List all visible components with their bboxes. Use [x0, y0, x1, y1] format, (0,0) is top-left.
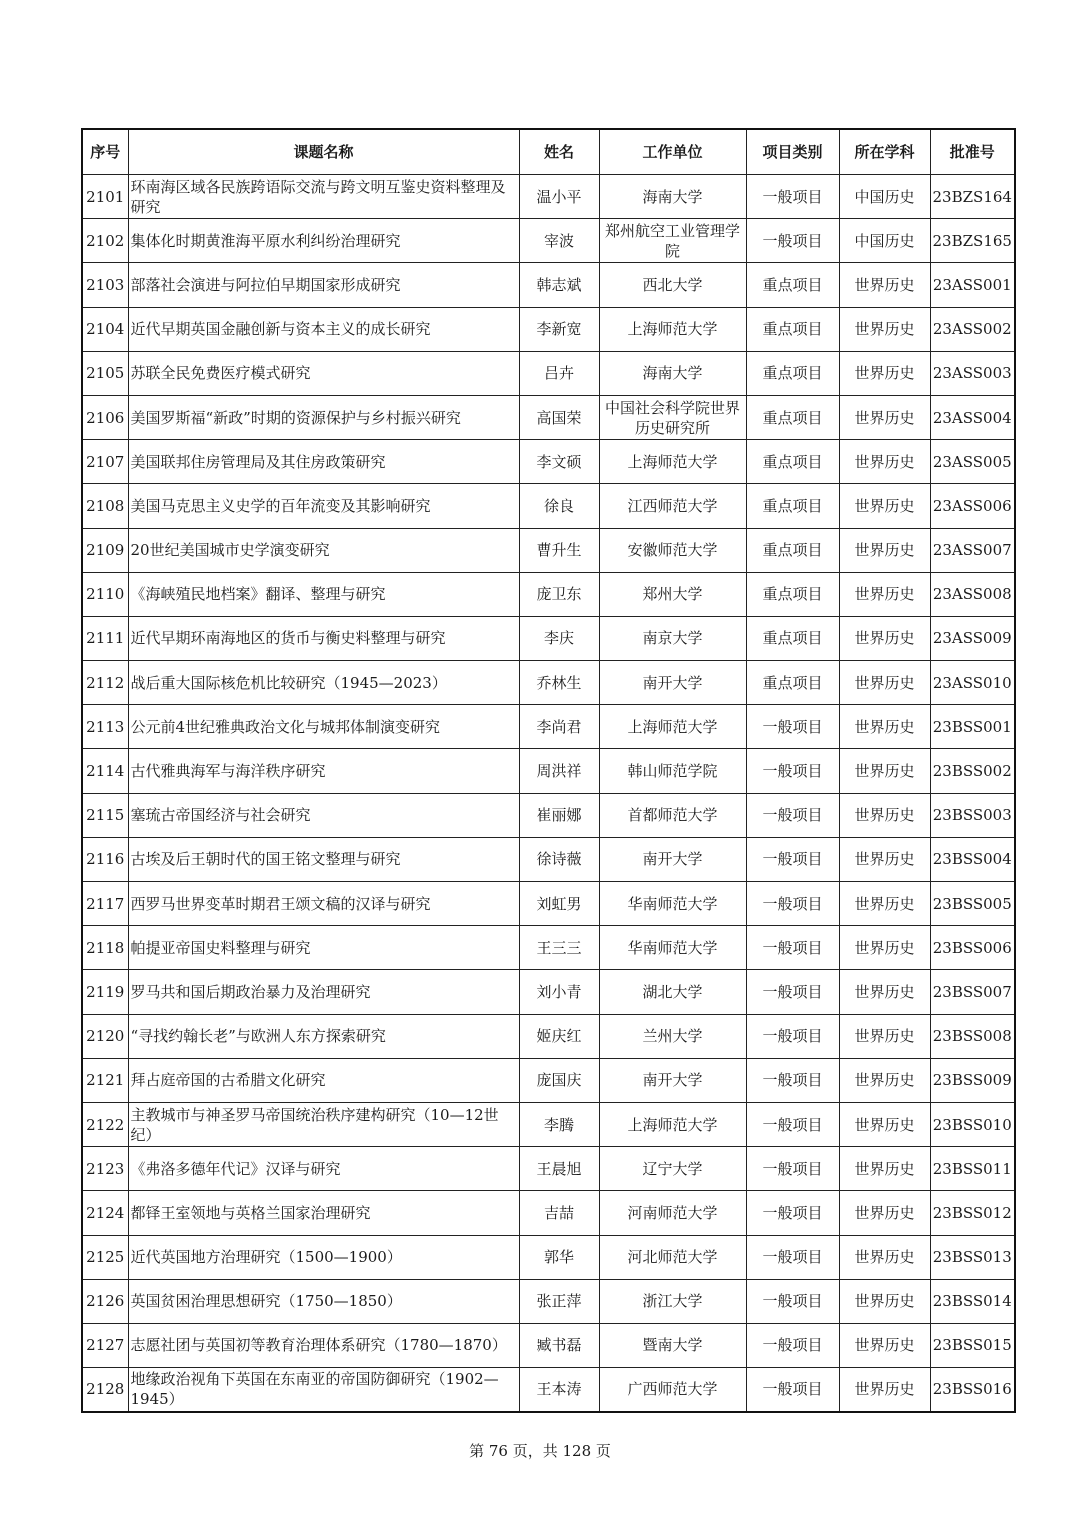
header-category: 项目类别 [746, 129, 839, 175]
row-category: 一般项目 [746, 1279, 839, 1323]
row-name: 姬庆红 [519, 1014, 599, 1058]
table-row [82, 926, 1015, 970]
table-row [82, 1102, 1015, 1146]
row-unit: 海南大学 [599, 175, 746, 219]
row-unit: 暨南大学 [599, 1323, 746, 1367]
row-index: 2122 [82, 1102, 128, 1146]
row-name: 高国荣 [519, 395, 599, 439]
row-index: 2103 [82, 263, 128, 307]
row-category: 重点项目 [746, 616, 839, 660]
row-category: 一般项目 [746, 882, 839, 926]
row-approval-no: 23BSS015 [930, 1323, 1015, 1367]
row-discipline: 世界历史 [839, 1235, 930, 1279]
table-row [82, 484, 1015, 528]
row-discipline: 世界历史 [839, 528, 930, 572]
row-index: 2127 [82, 1323, 128, 1367]
row-title: 拜占庭帝国的古希腊文化研究 [128, 1058, 519, 1102]
row-approval-no: 23ASS007 [930, 528, 1015, 572]
row-name: 温小平 [519, 175, 599, 219]
row-unit: 河北师范大学 [599, 1235, 746, 1279]
row-title: 环南海区域各民族跨语际交流与跨文明互鉴史资料整理及研究 [128, 175, 519, 219]
row-title: 帕提亚帝国史料整理与研究 [128, 926, 519, 970]
row-discipline: 世界历史 [839, 882, 930, 926]
header-index: 序号 [82, 129, 128, 175]
row-index: 2105 [82, 351, 128, 395]
row-approval-no: 23ASS005 [930, 440, 1015, 484]
row-title: 《弗洛多德年代记》汉译与研究 [128, 1147, 519, 1191]
header-name: 姓名 [519, 129, 599, 175]
row-index: 2113 [82, 705, 128, 749]
row-approval-no: 23BSS016 [930, 1368, 1015, 1412]
row-approval-no: 23BSS010 [930, 1102, 1015, 1146]
row-unit: 海南大学 [599, 351, 746, 395]
row-index: 2123 [82, 1147, 128, 1191]
row-index: 2111 [82, 616, 128, 660]
row-index: 2107 [82, 440, 128, 484]
row-name: 李文硕 [519, 440, 599, 484]
row-approval-no: 23BSS003 [930, 793, 1015, 837]
row-name: 李新宽 [519, 307, 599, 351]
row-title: 战后重大国际核危机比较研究（1945—2023） [128, 661, 519, 705]
row-discipline: 世界历史 [839, 572, 930, 616]
table-row [82, 793, 1015, 837]
row-discipline: 世界历史 [839, 263, 930, 307]
row-approval-no: 23ASS009 [930, 616, 1015, 660]
row-name: 徐诗薇 [519, 837, 599, 881]
row-index: 2110 [82, 572, 128, 616]
table-row [82, 1058, 1015, 1102]
table-row [82, 970, 1015, 1014]
row-name: 徐良 [519, 484, 599, 528]
row-discipline: 世界历史 [839, 440, 930, 484]
row-name: 刘虹男 [519, 882, 599, 926]
header-title: 课题名称 [128, 129, 519, 175]
row-unit: 上海师范大学 [599, 1102, 746, 1146]
row-category: 重点项目 [746, 307, 839, 351]
row-index: 2126 [82, 1279, 128, 1323]
row-category: 重点项目 [746, 440, 839, 484]
row-unit: 兰州大学 [599, 1014, 746, 1058]
project-table [81, 128, 1016, 1413]
row-index: 2117 [82, 882, 128, 926]
table-row [82, 263, 1015, 307]
row-discipline: 世界历史 [839, 307, 930, 351]
row-name: 吕卉 [519, 351, 599, 395]
row-discipline: 世界历史 [839, 1279, 930, 1323]
row-title: 古代雅典海军与海洋秩序研究 [128, 749, 519, 793]
row-title: 近代英国地方治理研究（1500—1900） [128, 1235, 519, 1279]
row-title: 部落社会演进与阿拉伯早期国家形成研究 [128, 263, 519, 307]
row-category: 重点项目 [746, 528, 839, 572]
row-index: 2128 [82, 1368, 128, 1412]
row-title: 苏联全民免费医疗模式研究 [128, 351, 519, 395]
row-approval-no: 23BSS004 [930, 837, 1015, 881]
table-row [82, 175, 1015, 219]
row-discipline: 世界历史 [839, 705, 930, 749]
row-unit: 中国社会科学院世界历史研究所 [599, 395, 746, 439]
row-name: 郭华 [519, 1235, 599, 1279]
row-unit: 南京大学 [599, 616, 746, 660]
row-name: 王本涛 [519, 1368, 599, 1412]
table-row [82, 882, 1015, 926]
row-title: “寻找约翰长老”与欧洲人东方探索研究 [128, 1014, 519, 1058]
table-row [82, 351, 1015, 395]
row-title: 英国贫困治理思想研究（1750—1850） [128, 1279, 519, 1323]
row-approval-no: 23BSS008 [930, 1014, 1015, 1058]
row-discipline: 世界历史 [839, 351, 930, 395]
row-unit: 湖北大学 [599, 970, 746, 1014]
row-category: 一般项目 [746, 219, 839, 263]
row-discipline: 世界历史 [839, 1058, 930, 1102]
row-category: 重点项目 [746, 484, 839, 528]
row-title: 近代早期英国金融创新与资本主义的成长研究 [128, 307, 519, 351]
row-category: 一般项目 [746, 1323, 839, 1367]
table-row [82, 572, 1015, 616]
table-row [82, 749, 1015, 793]
row-discipline: 世界历史 [839, 1191, 930, 1235]
table-row [82, 440, 1015, 484]
row-unit: 浙江大学 [599, 1279, 746, 1323]
row-approval-no: 23BSS011 [930, 1147, 1015, 1191]
row-index: 2119 [82, 970, 128, 1014]
row-name: 周洪祥 [519, 749, 599, 793]
row-discipline: 世界历史 [839, 749, 930, 793]
row-unit: 南开大学 [599, 661, 746, 705]
row-category: 重点项目 [746, 263, 839, 307]
table-body [82, 175, 1015, 1412]
row-index: 2124 [82, 1191, 128, 1235]
row-approval-no: 23ASS001 [930, 263, 1015, 307]
row-category: 一般项目 [746, 1235, 839, 1279]
row-category: 一般项目 [746, 793, 839, 837]
row-name: 李庆 [519, 616, 599, 660]
row-index: 2120 [82, 1014, 128, 1058]
row-index: 2109 [82, 528, 128, 572]
row-title: 《海峡殖民地档案》翻译、整理与研究 [128, 572, 519, 616]
row-approval-no: 23BZS164 [930, 175, 1015, 219]
row-unit: 韩山师范学院 [599, 749, 746, 793]
row-category: 一般项目 [746, 1058, 839, 1102]
row-category: 一般项目 [746, 1014, 839, 1058]
row-title: 美国罗斯福“新政”时期的资源保护与乡村振兴研究 [128, 395, 519, 439]
table-row [82, 837, 1015, 881]
row-approval-no: 23ASS003 [930, 351, 1015, 395]
row-discipline: 世界历史 [839, 1323, 930, 1367]
row-unit: 华南师范大学 [599, 882, 746, 926]
page-footer: 第 76 页，共 128 页 [469, 1442, 611, 1460]
table-row [82, 616, 1015, 660]
row-title: 美国马克思主义史学的百年流变及其影响研究 [128, 484, 519, 528]
table-row [82, 1279, 1015, 1323]
row-discipline: 世界历史 [839, 661, 930, 705]
row-approval-no: 23BSS005 [930, 882, 1015, 926]
row-unit: 广西师范大学 [599, 1368, 746, 1412]
row-discipline: 世界历史 [839, 484, 930, 528]
table-row [82, 1368, 1015, 1412]
row-category: 一般项目 [746, 926, 839, 970]
row-index: 2102 [82, 219, 128, 263]
row-name: 庞国庆 [519, 1058, 599, 1102]
row-category: 一般项目 [746, 970, 839, 1014]
row-name: 王晨旭 [519, 1147, 599, 1191]
row-title: 塞琉古帝国经济与社会研究 [128, 793, 519, 837]
row-index: 2108 [82, 484, 128, 528]
row-name: 刘小青 [519, 970, 599, 1014]
table-row [82, 661, 1015, 705]
row-approval-no: 23BSS013 [930, 1235, 1015, 1279]
row-unit: 郑州大学 [599, 572, 746, 616]
row-unit: 南开大学 [599, 1058, 746, 1102]
row-category: 一般项目 [746, 749, 839, 793]
row-name: 曹升生 [519, 528, 599, 572]
row-name: 庞卫东 [519, 572, 599, 616]
row-category: 重点项目 [746, 572, 839, 616]
row-index: 2118 [82, 926, 128, 970]
row-name: 张正萍 [519, 1279, 599, 1323]
row-approval-no: 23BZS165 [930, 219, 1015, 263]
table-row [82, 1191, 1015, 1235]
row-name: 吉喆 [519, 1191, 599, 1235]
row-approval-no: 23BSS012 [930, 1191, 1015, 1235]
row-discipline: 世界历史 [839, 1147, 930, 1191]
header-approval-no: 批准号 [930, 129, 1015, 175]
row-category: 重点项目 [746, 661, 839, 705]
row-title: 古埃及后王朝时代的国王铭文整理与研究 [128, 837, 519, 881]
row-index: 2104 [82, 307, 128, 351]
row-title: 地缘政治视角下英国在东南亚的帝国防御研究（1902—1945） [128, 1368, 519, 1412]
row-title: 主教城市与神圣罗马帝国统治秩序建构研究（10—12世纪） [128, 1102, 519, 1146]
row-name: 李腾 [519, 1102, 599, 1146]
table-row [82, 1014, 1015, 1058]
row-title: 20世纪美国城市史学演变研究 [128, 528, 519, 572]
row-discipline: 世界历史 [839, 970, 930, 1014]
row-discipline: 世界历史 [839, 926, 930, 970]
row-unit: 江西师范大学 [599, 484, 746, 528]
row-category: 一般项目 [746, 1191, 839, 1235]
row-discipline: 中国历史 [839, 219, 930, 263]
row-approval-no: 23BSS001 [930, 705, 1015, 749]
row-unit: 辽宁大学 [599, 1147, 746, 1191]
row-approval-no: 23ASS008 [930, 572, 1015, 616]
row-category: 重点项目 [746, 351, 839, 395]
table-row [82, 219, 1015, 263]
row-unit: 安徽师范大学 [599, 528, 746, 572]
row-unit: 上海师范大学 [599, 705, 746, 749]
row-index: 2114 [82, 749, 128, 793]
row-approval-no: 23ASS004 [930, 395, 1015, 439]
table-header-row [82, 129, 1015, 175]
table-row [82, 395, 1015, 439]
row-unit: 西北大学 [599, 263, 746, 307]
row-title: 罗马共和国后期政治暴力及治理研究 [128, 970, 519, 1014]
row-approval-no: 23ASS002 [930, 307, 1015, 351]
row-unit: 上海师范大学 [599, 440, 746, 484]
row-index: 2106 [82, 395, 128, 439]
row-name: 李尚君 [519, 705, 599, 749]
row-title: 集体化时期黄淮海平原水利纠纷治理研究 [128, 219, 519, 263]
row-category: 一般项目 [746, 175, 839, 219]
row-unit: 华南师范大学 [599, 926, 746, 970]
row-title: 都铎王室领地与英格兰国家治理研究 [128, 1191, 519, 1235]
table-row [82, 307, 1015, 351]
row-name: 乔林生 [519, 661, 599, 705]
row-discipline: 世界历史 [839, 793, 930, 837]
row-discipline: 中国历史 [839, 175, 930, 219]
row-approval-no: 23BSS006 [930, 926, 1015, 970]
row-title: 近代早期环南海地区的货币与衡史料整理与研究 [128, 616, 519, 660]
row-name: 韩志斌 [519, 263, 599, 307]
row-unit: 郑州航空工业管理学院 [599, 219, 746, 263]
row-category: 重点项目 [746, 395, 839, 439]
row-category: 一般项目 [746, 837, 839, 881]
row-title: 志愿社团与英国初等教育治理体系研究（1780—1870） [128, 1323, 519, 1367]
row-approval-no: 23ASS010 [930, 661, 1015, 705]
table-row [82, 705, 1015, 749]
row-category: 一般项目 [746, 1147, 839, 1191]
header-discipline: 所在学科 [839, 129, 930, 175]
row-name: 王三三 [519, 926, 599, 970]
row-approval-no: 23BSS014 [930, 1279, 1015, 1323]
table-row [82, 1323, 1015, 1367]
row-discipline: 世界历史 [839, 616, 930, 660]
row-title: 美国联邦住房管理局及其住房政策研究 [128, 440, 519, 484]
table-row [82, 1147, 1015, 1191]
row-name: 宰波 [519, 219, 599, 263]
row-discipline: 世界历史 [839, 1014, 930, 1058]
row-discipline: 世界历史 [839, 1102, 930, 1146]
row-index: 2116 [82, 837, 128, 881]
row-category: 一般项目 [746, 1368, 839, 1412]
row-title: 西罗马世界变革时期君王颂文稿的汉译与研究 [128, 882, 519, 926]
row-index: 2125 [82, 1235, 128, 1279]
row-approval-no: 23BSS002 [930, 749, 1015, 793]
row-unit: 南开大学 [599, 837, 746, 881]
row-category: 一般项目 [746, 1102, 839, 1146]
header-unit: 工作单位 [599, 129, 746, 175]
row-title: 公元前4世纪雅典政治文化与城邦体制演变研究 [128, 705, 519, 749]
row-index: 2112 [82, 661, 128, 705]
row-index: 2115 [82, 793, 128, 837]
row-approval-no: 23BSS007 [930, 970, 1015, 1014]
row-unit: 河南师范大学 [599, 1191, 746, 1235]
row-name: 崔丽娜 [519, 793, 599, 837]
row-approval-no: 23ASS006 [930, 484, 1015, 528]
row-index: 2101 [82, 175, 128, 219]
row-name: 臧书磊 [519, 1323, 599, 1367]
row-approval-no: 23BSS009 [930, 1058, 1015, 1102]
table-row [82, 528, 1015, 572]
row-unit: 上海师范大学 [599, 307, 746, 351]
table-row [82, 1235, 1015, 1279]
row-unit: 首都师范大学 [599, 793, 746, 837]
row-discipline: 世界历史 [839, 1368, 930, 1412]
row-category: 一般项目 [746, 705, 839, 749]
row-discipline: 世界历史 [839, 837, 930, 881]
row-discipline: 世界历史 [839, 395, 930, 439]
row-index: 2121 [82, 1058, 128, 1102]
